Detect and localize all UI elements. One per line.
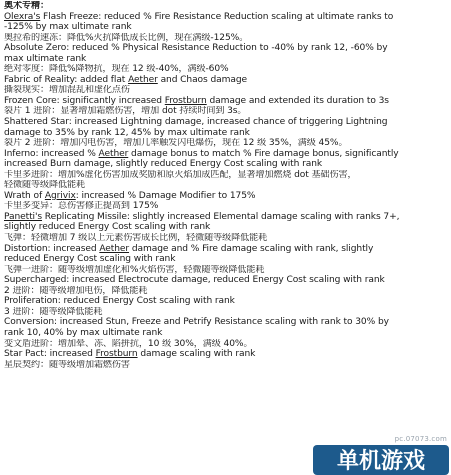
text-line: 2 进阶：随等级增加电伤，降低能耗 xyxy=(4,285,148,296)
text-line: Shattered Star: increased Lightning damage, increased chance of triggering Lightning xyxy=(4,117,388,128)
patch-notes-document xyxy=(4,1,447,370)
section-heading: 奥术专精： xyxy=(4,1,49,11)
text-line: 裂片 2 进阶：增加闪电伤害，增加几率触发闪电爆伤，现在 12 级 35%，满级 45%。 xyxy=(4,138,348,149)
site-watermark xyxy=(313,435,449,475)
text-line: Proliferation: reduced Energy Cost scaling with rank xyxy=(4,296,235,307)
text-line: 绝对零度：降低%降物抗，现在 12 级-40%，满级-60% xyxy=(4,64,229,75)
text-line: 星辰契约：随等级增加霜燃伤害 xyxy=(4,359,130,370)
text-line: Frozen Core: significantly increased Frostburn damage and extended its duration to 3s xyxy=(4,95,389,106)
text-line: Wrath of Agrivix: increased % Damage Modifier to 175% xyxy=(4,190,256,201)
text-line: slightly reduced Energy Cost scaling with rank xyxy=(4,222,211,233)
text-line: 3 进阶：随等级降低能耗 xyxy=(4,306,103,317)
text-line: Panetti's Replicating Missile: slightly increased Elemental damage scaling with ranks 7+, xyxy=(4,211,400,222)
text-line: 卡里多变异：总伤害修正提高到 175% xyxy=(4,201,159,212)
text-line: 奥拉希的速冻：降低%火抗降低成长比例，现在满级-125%。 xyxy=(4,32,249,43)
text-line: 撕裂现实：增加混乱和虚化点伤 xyxy=(4,85,130,96)
text-line: 飞弹一进阶：随等级增加虚化和%火焰伤害，轻微随等级降低能耗 xyxy=(4,264,265,275)
text-line: 飞弹：轻微增加 7 级以上元素伤害成长比例，轻微随等级降低能耗 xyxy=(4,233,268,244)
text-line: damage to 35% by rank 12, 45% by max ultimate rank xyxy=(4,127,250,138)
text-line: rank 10, 40% by max ultimate rank xyxy=(4,327,163,338)
text-line: Distortion: increased Aether damage and % Fire damage scaling with rank, slightly xyxy=(4,243,374,254)
site-logo xyxy=(313,443,449,475)
text-line: Star Pact: increased Frostburn damage scaling with rank xyxy=(4,349,256,360)
text-line: Inferno: increased % Aether damage bonus to match % Fire damage bonus, significantly xyxy=(4,148,399,159)
text-line: Supercharged: increased Electrocute damage, reduced Energy Cost scaling with rank xyxy=(4,275,385,286)
text-line: 裂片 1 进阶：显著增加霜燃伤害，增加 dot 持续时间到 3s。 xyxy=(4,106,247,117)
text-line: 变文盾进阶：增加晕、冻、陷拼抗，10 级 30%，满级 40%。 xyxy=(4,338,253,349)
text-line: max ultimate rank xyxy=(4,53,87,64)
text-line: increased Burn damage, slightly reduced Energy Cost scaling with rank xyxy=(4,159,323,170)
text-line: -125% by max ultimate rank xyxy=(4,22,132,33)
text-line: 卡里多进阶：增加%虚化伤害加成奖励和原火焰加成匹配，显著增加燃烧 dot 基础伤害， xyxy=(4,169,357,180)
watermark-site-text: pc.07073.com xyxy=(394,435,447,443)
text-line: reduced Energy Cost scaling with rank xyxy=(4,254,176,265)
text-line: Fabric of Reality: added flat Aether and Chaos damage xyxy=(4,74,247,85)
text-line: 轻微随等级降低能耗 xyxy=(4,180,85,191)
text-line: Conversion: increased Stun, Freeze and Petrify Resistance scaling with rank to 30% by xyxy=(4,317,389,328)
logo-text: 单机游戏 xyxy=(336,449,426,474)
text-line: Olexra's Flash Freeze: reduced % Fire Resistance Reduction scaling at ultimate ranks to xyxy=(4,11,394,22)
text-line: Absolute Zero: reduced % Physical Resistance Reduction to -40% by rank 12, -60% by xyxy=(4,43,388,54)
